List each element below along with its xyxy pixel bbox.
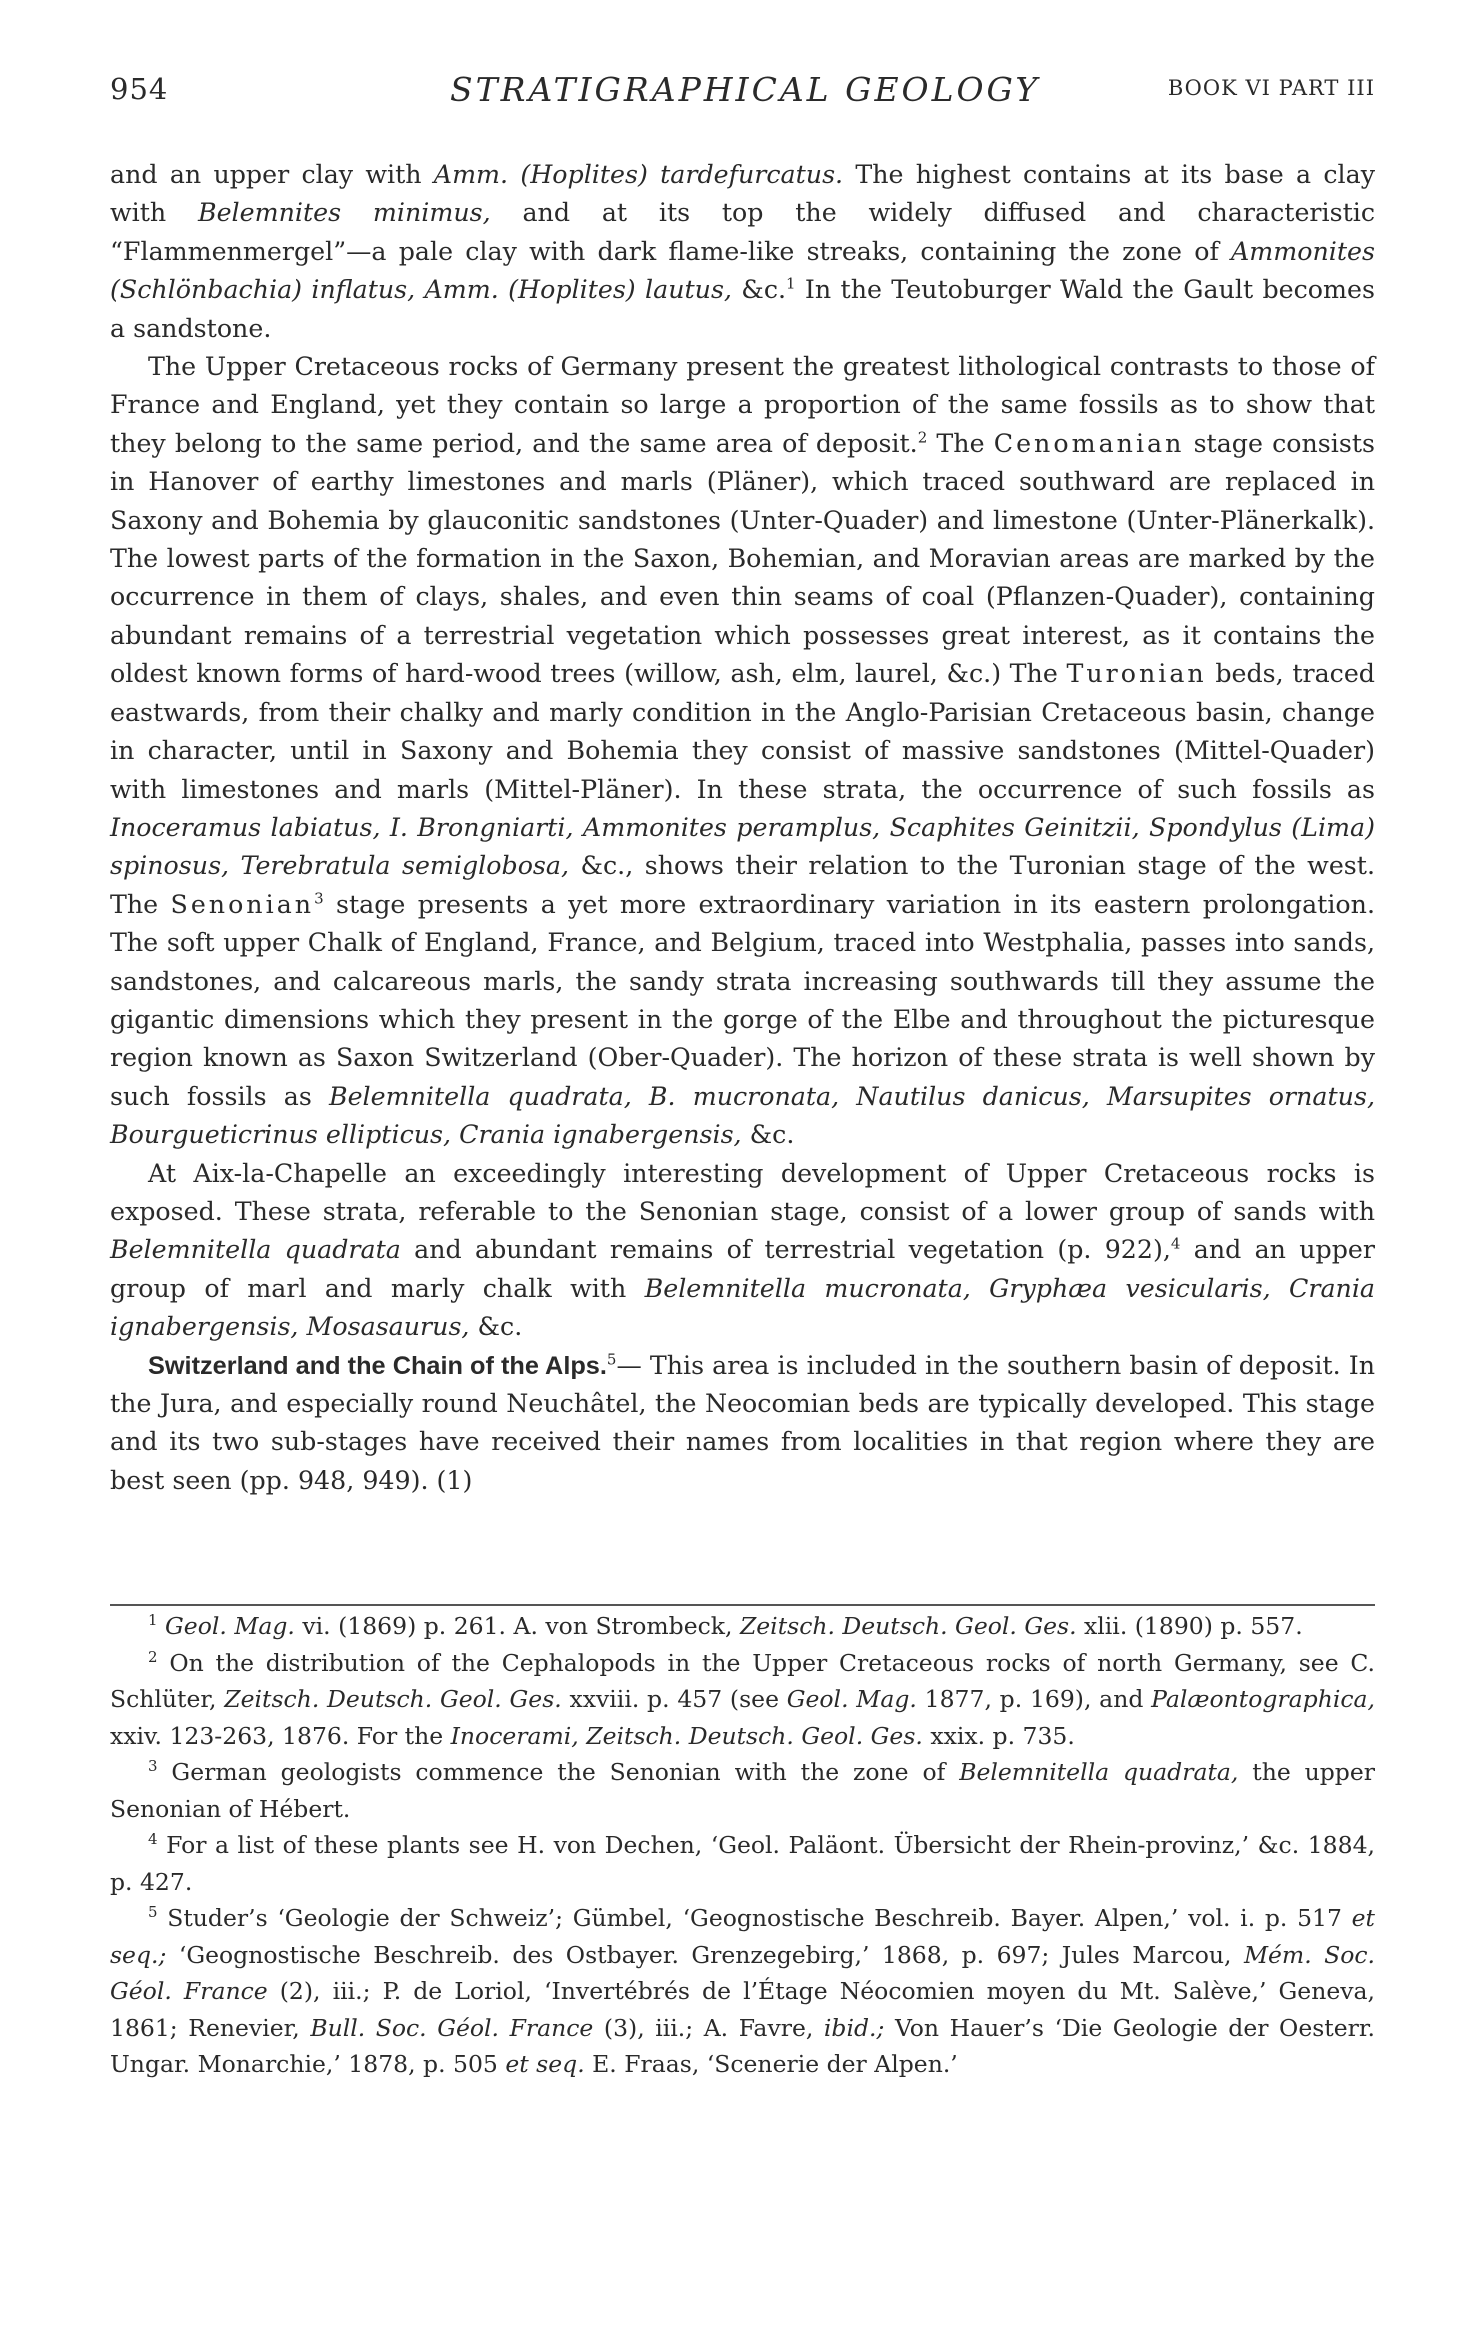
fossil-name: Amm. (Hoplites) tardefurcatus. bbox=[433, 160, 844, 189]
text-run: In the Teutoburger Wald the Gault becomes a sandstone. bbox=[110, 275, 1375, 343]
footnote-mark: 3 bbox=[148, 1757, 158, 1776]
text-run: — This area is included in the southern basin of deposit. In the Jura, and especially round Neuchâtel, the Neocomian beds are typically developed. This stage and its two sub-stages have received their names from localities in that region where they are best seen (pp. 948, 949). (1) bbox=[110, 1350, 1375, 1495]
text-run: 1877, p. 169), and bbox=[916, 1685, 1152, 1713]
main-text bbox=[110, 156, 1375, 1500]
text-run: xxix. p. 735. bbox=[922, 1721, 1075, 1750]
text-run: The Upper Cretaceous rocks of Germany present the greatest lithological contrasts to those of France and England, yet they contain so large a proportion of the same fossils as to show that they belong to the same period, and the same area of deposit. bbox=[110, 352, 1375, 458]
text-run: The highest contains at its base a clay with bbox=[110, 160, 1375, 228]
text-run: ‘Geognostische Beschreib. des Ostbayer. Grenzegebirg,’ 1868, p. 697; Jules Marcou, bbox=[166, 1940, 1244, 1969]
text-run: xlii. (1890) p. 557. bbox=[1076, 1612, 1303, 1640]
text-run: &c. bbox=[469, 1312, 523, 1342]
fossil-name: Belemnites minimus, bbox=[198, 198, 491, 228]
book-part-label: BOOK VI PART III bbox=[1167, 76, 1375, 100]
paragraph-3 bbox=[110, 1155, 1375, 1347]
text-run: and an upper clay with bbox=[110, 160, 434, 189]
text-run: On the distribution of the Cephalopods in the Upper Cretaceous rocks of north Germany, see C. Schlüter, bbox=[110, 1648, 1375, 1713]
text-run: and abundant remains of terrestrial vegetation (p. 922), bbox=[400, 1235, 1171, 1265]
text-run: The bbox=[927, 428, 994, 458]
footnote-5 bbox=[110, 1900, 1375, 2083]
text-run: Von Hauer’s ‘Die Geologie der Oesterr. Ungar. Monarchie,’ 1878, p. 505 bbox=[110, 2013, 1375, 2078]
page-number: 954 bbox=[110, 72, 169, 106]
text-run: At Aix-la-Chapelle an exceedingly interesting development of Upper Cretaceous rocks is exposed. These strata, referable to the Senonian stage, consist of a lower group of sands with bbox=[110, 1158, 1375, 1226]
text-run: the upper Senonian of Hébert. bbox=[110, 1758, 1375, 1823]
footnotes bbox=[110, 1608, 1375, 2083]
stage-name: Cenomanian bbox=[993, 428, 1185, 458]
footnote-3 bbox=[110, 1754, 1375, 1827]
text-run: Studer’s ‘Geologie der Schweiz’; Gümbel, ‘Geognostische Beschreib. Bayer. Alpen,’ vol. i. p. 517 bbox=[157, 1904, 1352, 1932]
fossil-name: Belemnitella quadrata, bbox=[959, 1758, 1239, 1786]
text-run: German geologists commence the Senonian with the zone of bbox=[157, 1758, 960, 1786]
citation-title: Zeitsch. Deutsch. Geol. Ges. bbox=[224, 1685, 562, 1713]
text-run: stage consists in Hanover of earthy limestones and marls (Pläner), which traced southward are replaced in Saxony and Bohemia by glauconitic sandstones (Unter-Quader) and limestone (Unter-Plänerkalk). The lowest parts of the formation in the Saxon, Bohemian, and Moravian areas are marked by the occurrence in them of clays, shales, and even thin seams of coal (Pflanzen-Quader), containing abundant remains of a terrestrial vegetation which possesses great interest, as it contains the oldest known forms of hard-wood trees (willow, ash, elm, laurel, &c.) The bbox=[110, 428, 1376, 689]
fossil-name: Belemnitella quadrata, B. mucronata, Nautilus danicus, Marsupites ornatus, Bourgueticrinus ellipticus, Crania ignabergensis, bbox=[110, 1081, 1375, 1150]
footnote-mark: 1 bbox=[148, 1611, 158, 1630]
text-run: and at its top the widely diffused and characteristic “Flammenmergel”—a pale clay with dark flame-like streaks, containing the zone of bbox=[110, 198, 1375, 266]
paragraph-4 bbox=[110, 1347, 1375, 1501]
text-run: vi. (1869) p. 261. A. von Strombeck, bbox=[294, 1612, 740, 1640]
citation-title: Zeitsch. Deutsch. Geol. Ges. bbox=[739, 1612, 1077, 1640]
citation-title: Bull. Soc. Géol. France bbox=[310, 2013, 594, 2042]
fossil-name: Belemnitella quadrata bbox=[110, 1235, 401, 1265]
text-run: (2), iii.; P. de Loriol, ‘Invertébrés de l’Étage Néocomien moyen du Mt. Salève,’ Geneva, 1861; Renevier, bbox=[110, 1977, 1375, 2042]
footnote-mark: 4 bbox=[148, 1830, 158, 1849]
footnote-4 bbox=[110, 1827, 1375, 1900]
footnote-1 bbox=[110, 1608, 1375, 1645]
text-run: and an upper group of marl and marly chalk with bbox=[110, 1235, 1375, 1303]
running-title: STRATIGRAPHICAL GEOLOGY bbox=[450, 70, 1041, 109]
stage-name: Senonian bbox=[170, 889, 315, 919]
citation-title: ibid.; bbox=[823, 2013, 885, 2042]
stage-name: Turonian bbox=[1066, 659, 1207, 689]
footnote-ref: 4 bbox=[1170, 1234, 1181, 1253]
footnote-mark: 2 bbox=[148, 1647, 158, 1666]
footnote-mark: 5 bbox=[148, 1903, 158, 1922]
citation-title: et seq. bbox=[505, 2050, 585, 2078]
citation-title: Geol. Mag. bbox=[165, 1612, 295, 1640]
paragraph-1 bbox=[110, 156, 1375, 348]
text-run: &c., shows their relation to the Turonian stage of the west. The bbox=[110, 851, 1375, 919]
text-run: beds, traced eastwards, from their chalky and marly condition in the Anglo-Parisian Cretaceous basin, change in character, until in Saxony and Bohemia they consist of massive sandstones (Mittel-Quader) with limestones and marls (Mittel-Pläner). In these strata, the occurrence of such fossils as bbox=[110, 659, 1376, 804]
citation-title: Mém. Soc. Géol. France bbox=[110, 1940, 1375, 2005]
citation-title: Palæontographica, bbox=[1151, 1685, 1376, 1713]
fossil-name: Ammonites (Schlönbachia) inflatus, Amm. (Hoplites) lautus, bbox=[110, 236, 1375, 305]
footnote-ref: 2 bbox=[917, 428, 928, 447]
paragraph-2 bbox=[110, 348, 1375, 1155]
section-heading: Switzerland and the Chain of the Alps. bbox=[148, 1351, 607, 1380]
running-header bbox=[110, 72, 1375, 116]
footnote-ref: 1 bbox=[786, 274, 796, 293]
text-run: &c. bbox=[731, 275, 787, 305]
footnote-ref: 3 bbox=[314, 889, 324, 908]
text-run: xxiv. 123-263, 1876. For the bbox=[110, 1721, 451, 1750]
footnote-2 bbox=[110, 1645, 1375, 1755]
citation-title: et seq.; bbox=[110, 1904, 1375, 1969]
text-run: xxviii. p. 457 (see bbox=[561, 1685, 787, 1713]
footnote-divider bbox=[110, 1604, 1375, 1606]
text-run: For a list of these plants see H. von Dechen, ‘Geol. Paläont. Übersicht der Rhein-provinz,’ &c. 1884, p. 427. bbox=[110, 1831, 1375, 1896]
text-run: stage presents a yet more extraordinary variation in its eastern prolongation. The soft upper Chalk of England, France, and Belgium, traced into Westphalia, passes into sands, sandstones, and calcareous marls, the sandy strata increasing southwards till they assume the gigantic dimensions which they present in the gorge of the Elbe and throughout the picturesque region known as Saxon Switzerland (Ober-Quader). The horizon of these strata is well shown by such fossils as bbox=[110, 889, 1375, 1111]
citation-title: Geol. Mag. bbox=[786, 1685, 917, 1713]
footnote-ref: 5 bbox=[606, 1350, 617, 1369]
fossil-name: Belemnitella mucronata, Gryphæa vesicularis, Crania ignabergensis, Mosasaurus, bbox=[110, 1273, 1376, 1342]
fossil-name: Inoceramus labiatus, I. Brongniarti, Ammonites peramplus, Scaphites Geinitzii, Spondylus (Lima) spinosus, Terebratula semiglobosa, bbox=[110, 812, 1375, 881]
citation-title: Inocerami, Zeitsch. Deutsch. Geol. Ges. bbox=[450, 1721, 923, 1750]
text-run: (3), iii.; A. Favre, bbox=[593, 2013, 824, 2042]
text-run: E. Fraas, ‘Scenerie der Alpen.’ bbox=[584, 2050, 958, 2078]
text-run: &c. bbox=[741, 1120, 795, 1150]
